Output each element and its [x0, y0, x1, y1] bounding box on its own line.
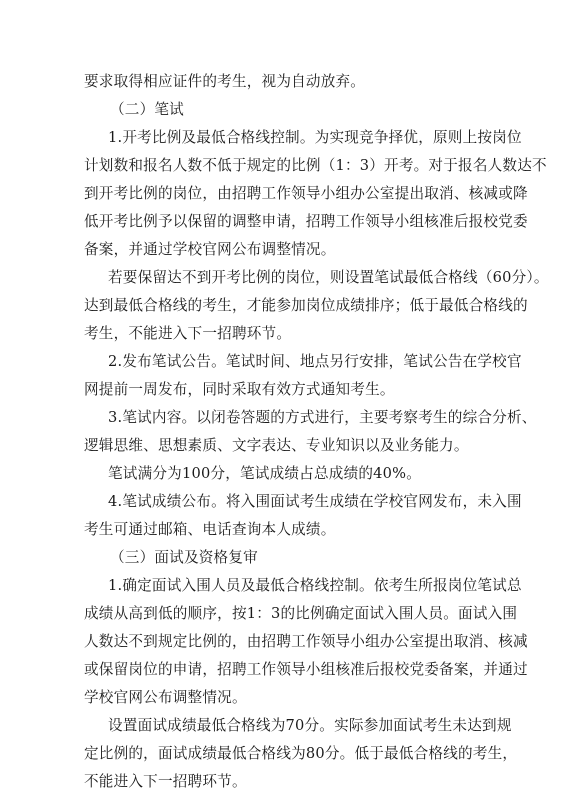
paragraph-line: 低开考比例予以保留的调整申请，招聘工作领导小组核准后报校党委 — [84, 213, 528, 230]
paragraph-line: 达到最低合格线的考生，才能参加岗位成绩排序；低于最低合格线的 — [84, 297, 528, 314]
paragraph-line: 计划数和报名人数不低于规定的比例（1：3）开考。对于报名人数达不 — [84, 157, 547, 174]
paragraph-line: 或保留岗位的申请，招聘工作领导小组核准后报校党委备案，并通过 — [84, 661, 528, 678]
section-heading-interview: （三）面试及资格复审 — [110, 549, 258, 566]
section-heading-written-exam: （二）笔试 — [110, 101, 184, 118]
paragraph-line: 3.笔试内容。以闭卷答题的方式进行，主要考察考生的综合分析、 — [108, 409, 537, 426]
paragraph-line: 成绩从高到低的顺序，按1：3的比例确定面试入围人员。面试入围 — [84, 605, 518, 622]
paragraph-line: 设置面试成绩最低合格线为70分。实际参加面试考生未达到规 — [108, 717, 512, 734]
paragraph-line: 不能进入下一招聘环节。 — [84, 773, 247, 790]
paragraph-line: 备案，并通过学校官网公布调整情况。 — [84, 241, 336, 258]
paragraph-line: 定比例的，面试成绩最低合格线为80分。低于最低合格线的考生， — [84, 745, 518, 762]
paragraph-line: 逻辑思维、思想素质、文字表达、专业知识以及业务能力。 — [84, 437, 469, 454]
paragraph-line: 学校官网公布调整情况。 — [84, 689, 247, 706]
paragraph-line: 要求取得相应证件的考生，视为自动放弃。 — [84, 73, 366, 90]
paragraph-line: 笔试满分为100分，笔试成绩占总成绩的40%。 — [108, 465, 421, 482]
paragraph-line: 到开考比例的岗位，由招聘工作领导小组办公室提出取消、核减或降 — [84, 185, 528, 202]
paragraph-line: 1.确定面试入围人员及最低合格线控制。依考生所报岗位笔试总 — [108, 577, 522, 594]
paragraph-line: 网提前一周发布，同时采取有效方式通知考生。 — [84, 381, 395, 398]
paragraph-line: 考生，不能进入下一招聘环节。 — [84, 325, 292, 342]
paragraph-line: 4.笔试成绩公布。将入围面试考生成绩在学校官网发布，未入围 — [108, 493, 522, 510]
paragraph-line: 2.发布笔试公告。笔试时间、地点另行安排，笔试公告在学校官 — [108, 353, 522, 370]
paragraph-line: 若要保留达不到开考比例的岗位，则设置笔试最低合格线（60分）。 — [108, 269, 549, 286]
paragraph-line: 考生可通过邮箱、电话查询本人成绩。 — [84, 521, 336, 538]
paragraph-line: 人数达不到规定比例的，由招聘工作领导小组办公室提出取消、核减 — [84, 633, 528, 650]
paragraph-line: 1.开考比例及最低合格线控制。为实现竞争择优，原则上按岗位 — [108, 129, 522, 146]
